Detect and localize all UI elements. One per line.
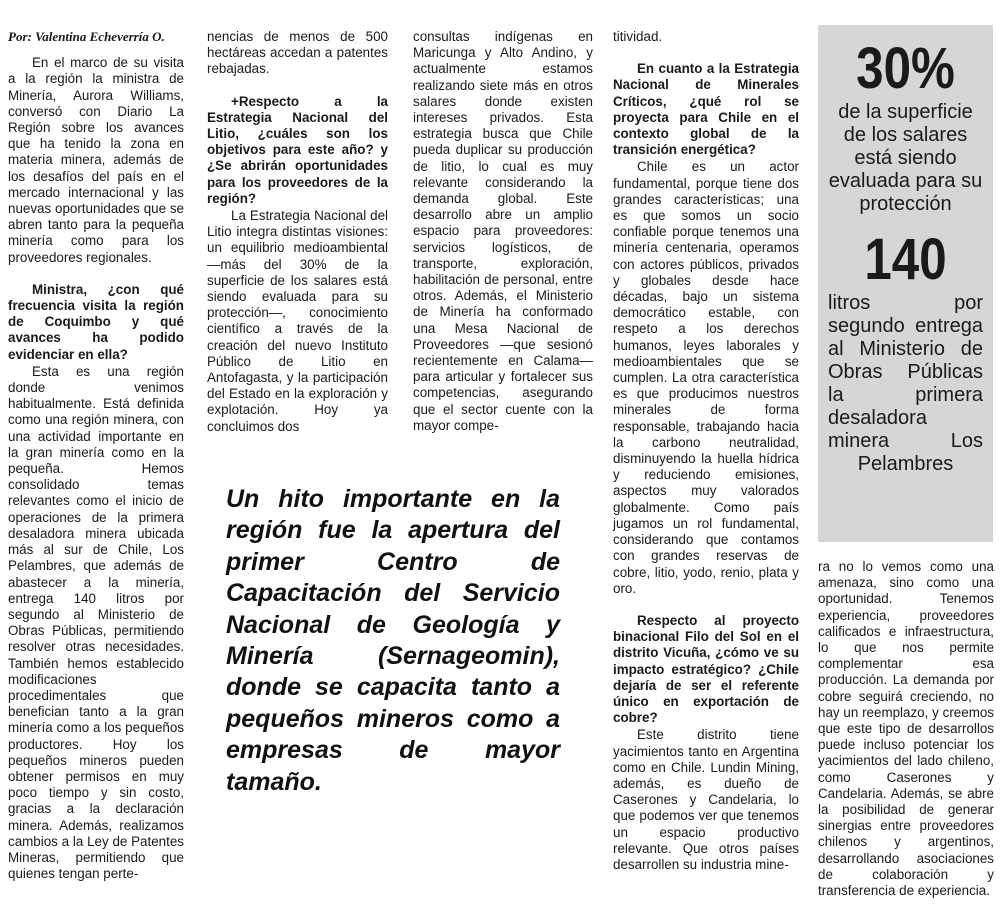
question-filo-del-sol: Respecto al proyecto binacional Filo del Sol en el distrito Vicuña, ¿cómo ve su impacto estratégico? ¿Chile dejaría de ser el referente único en exportación de cobre?: [613, 612, 799, 726]
column-3: [413, 29, 593, 434]
column-1: [8, 29, 184, 882]
column-2: [207, 29, 388, 435]
continued-paragraph: consultas indígenas en Maricunga y Alto Andino, y actualmente estamos realizando siete más en otros salares donde existen intereses privados. Esta estrategia busca que Chile pueda duplicar su producción de litio, lo cual es muy relevante considerando la demanda global. Este desarrollo abre un amplio espacio para proveedores: servicios logísticos, de transporte, exploración, habilitación de personal, entre otros. Además, el Ministerio de Minería ha conformado una Mesa Nacional de Proveedores —que sesionó recientemente en Calama— para articular y fortalecer sus competencias, asegurando que el sector cuente con la mayor compe-: [413, 29, 593, 433]
question-lithium: +Respecto a la Estrategia Nacional del Litio, ¿cuáles son los objetivos para este año? y ¿Se abrirán oportunidades para los proveedores de la región?: [207, 93, 388, 206]
stat-percentage: 30%: [856, 36, 955, 101]
stat-percentage-caption: de la superficie de los salares está siendo evaluada para su protección: [828, 101, 983, 215]
continued-paragraph: ra no lo vemos como una amenaza, sino como una oportunidad. Tenemos experiencia, proveedores calificados e infraestructura, lo que nos permite complementar esa producción. La demanda por cobre seguirá creciendo, no hay un reemplazo, y creemos que este tipo de desarrollos puede incluso potenciar los yacimientos del lado chileno, como Caserones y Candelaria. Además, se abre la posibilidad de generar sinergias entre proveedores chilenos y argentinos, desarrollando asociaciones de colaboración y transferencia de experiencia.: [818, 559, 994, 899]
stat-liters-caption: litros por segundo entrega al Ministerio de Obras Públicas la primera desaladora minera Los Pelambres: [828, 292, 983, 475]
answer-paragraph: Este distrito tiene yacimientos tanto en Argentina como en Chile. Lundin Mining, además, es dueño de Caserones y Candelaria, lo que podemos ver que tenemos un espacio productivo relevante. Que otros países desarrollen su industria mine-: [613, 727, 799, 872]
question-frequency: Ministra, ¿con qué frecuencia visita la región de Coquimbo y qué avances ha podido evidenciar en ella?: [8, 281, 184, 362]
question-critical-minerals: En cuanto a la Estrategia Nacional de Minerales Críticos, ¿qué rol se proyecta para Chile en el contexto global de la transición energética?: [613, 61, 799, 158]
column-5: [818, 559, 994, 899]
continued-paragraph: titividad.: [613, 29, 663, 44]
stats-sidebar: [818, 25, 993, 542]
byline: Por: Valentina Echeverría O.: [8, 29, 165, 44]
stat-liters: 140: [864, 227, 947, 292]
intro-paragraph: En el marco de su visita a la región la ministra de Minería, Aurora Williams, conversó con Diario La Región sobre los avances que ha tenido la zona en materia minera, además de los desafíos del país en el mercado internacional y las nuevas oportunidades que se abren tanto para la pequeña minería como para los proveedores regionales.: [8, 55, 184, 265]
answer-paragraph: La Estrategia Nacional del Litio integra distintas visiones: un equilibrio medioambiental —más del 30% de la superficie de los salares está siendo evaluada para su protección—, conocimiento científico a través de la creación del nuevo Instituto Público de Litio en Antofagasta, y la participación del Estado en la exploración y explotación. Hoy ya concluimos dos: [207, 208, 388, 434]
column-4: [613, 29, 799, 873]
pull-quote: Un hito importante en la región fue la apertura del primer Centro de Capacitación del Servicio Nacional de Geología y Minería (Sernageomin), donde se capacita tanto a pequeños mineros como a empresas de mayor tamaño.: [226, 485, 560, 796]
continued-paragraph: nencias de menos de 500 hectáreas accedan a patentes rebajadas.: [207, 29, 388, 77]
answer-paragraph: Chile es un actor fundamental, porque tiene dos grandes características; una es que somos un socio confiable porque tenemos una minería centenaria, operamos con actores públicos, privados y globales desde hace décadas, bajo un sistema democrático estable, con respeto a los derechos humanos, leyes laborales y medioambientales que se cumplen. La otra característica es que producimos nuestros minerales de forma responsable, trabajando hacia la carbono neutralidad, disminuyendo la huella hídrica y reduciendo emisiones, aspectos muy valorados globalmente. Como país jugamos un rol fundamental, considerando que contamos con grandes reservas de cobre, litio, yodo, renio, plata y oro.: [613, 159, 799, 596]
answer-paragraph: Esta es una región donde venimos habitualmente. Está definida como una región minera, con una actividad importante en la gran minería como en la pequeña. Hemos consolidado temas relevantes como el inicio de operaciones de la primera desaladora minera ubicada más al sur de Chile, Los Pelambres, que además de abastecer a la minería, entrega 140 litros por segundo al Ministerio de Obras Públicas, permitiendo resolver otras necesidades. También hemos establecido modificaciones procedimentales que benefician tanto a la gran minería como a los pequeños productores. Hoy los pequeños mineros pueden obtener permisos en muy poco tiempo y sin costo, gracias a la declaración minera. Además, realizamos cambios a la Ley de Patentes Mineras, permitiendo que quienes tengan perte-: [8, 363, 184, 882]
